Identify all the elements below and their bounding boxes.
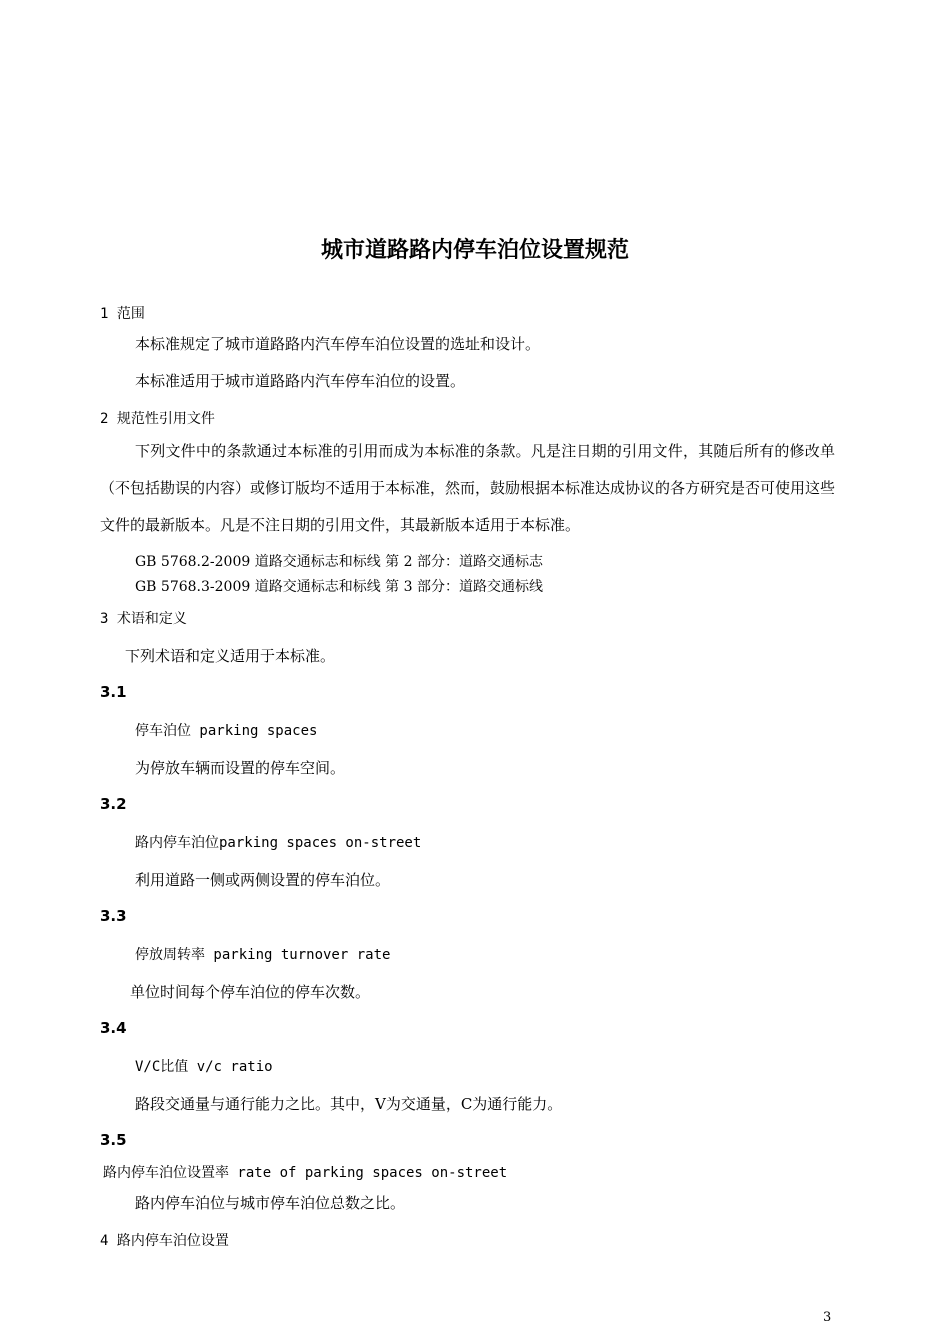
term-name: 停放周转率 parking turnover rate [135, 947, 391, 963]
reference-2: GB 5768.3-2009 道路交通标志和标线 第 3 部分：道路交通标线 [135, 579, 543, 595]
term-definition: 为停放车辆而设置的停车空间。 [135, 759, 346, 777]
term-number: 3.3 [100, 907, 127, 925]
term-definition: 利用道路一侧或两侧设置的停车泊位。 [135, 871, 391, 889]
section-1-heading: 1 范围 [100, 306, 145, 322]
section-3-heading: 3 术语和定义 [100, 611, 187, 627]
term-definition: 路内停车泊位与城市停车泊位总数之比。 [135, 1194, 406, 1212]
term-name: 路内停车泊位parking spaces on-street [135, 835, 422, 851]
section-4-heading: 4 路内停车泊位设置 [100, 1233, 229, 1249]
term-number: 3.4 [100, 1019, 127, 1037]
page-number: 3 [823, 1310, 832, 1325]
section-2-heading: 2 规范性引用文件 [100, 411, 215, 427]
section-3-intro: 下列术语和定义适用于本标准。 [125, 647, 336, 665]
term-name: 路内停车泊位设置率 rate of parking spaces on-street [103, 1165, 508, 1181]
page-title: 城市道路路内停车泊位设置规范 [320, 238, 629, 263]
term-name: 停车泊位 parking spaces [135, 723, 318, 739]
section-2-paragraph: 下列文件中的条款通过本标准的引用而成为本标准的条款。凡是注日期的引用文件，其随后所有的修改单（不包括勘误的内容）或修订版均不适用于本标准，然而，鼓励根据本标准达成协议的各方研究是否可使用这些文件的最新版本。凡是不注日期的引用文件，其最新版本适用于本标准。 [100, 442, 836, 534]
term-definition: 单位时间每个停车泊位的停车次数。 [130, 983, 371, 1001]
term-number: 3.1 [100, 683, 127, 701]
section-1-line-1: 本标准规定了城市道路路内汽车停车泊位设置的选址和设计。 [135, 335, 541, 353]
term-number: 3.5 [100, 1131, 127, 1149]
reference-1: GB 5768.2-2009 道路交通标志和标线 第 2 部分：道路交通标志 [135, 554, 543, 570]
term-number: 3.2 [100, 795, 127, 813]
term-definition: 路段交通量与通行能力之比。其中，V为交通量，C为通行能力。 [135, 1095, 563, 1113]
term-name: V/C比值 v/c ratio [135, 1059, 273, 1075]
section-1-line-2: 本标准适用于城市道路路内汽车停车泊位的设置。 [135, 372, 466, 390]
